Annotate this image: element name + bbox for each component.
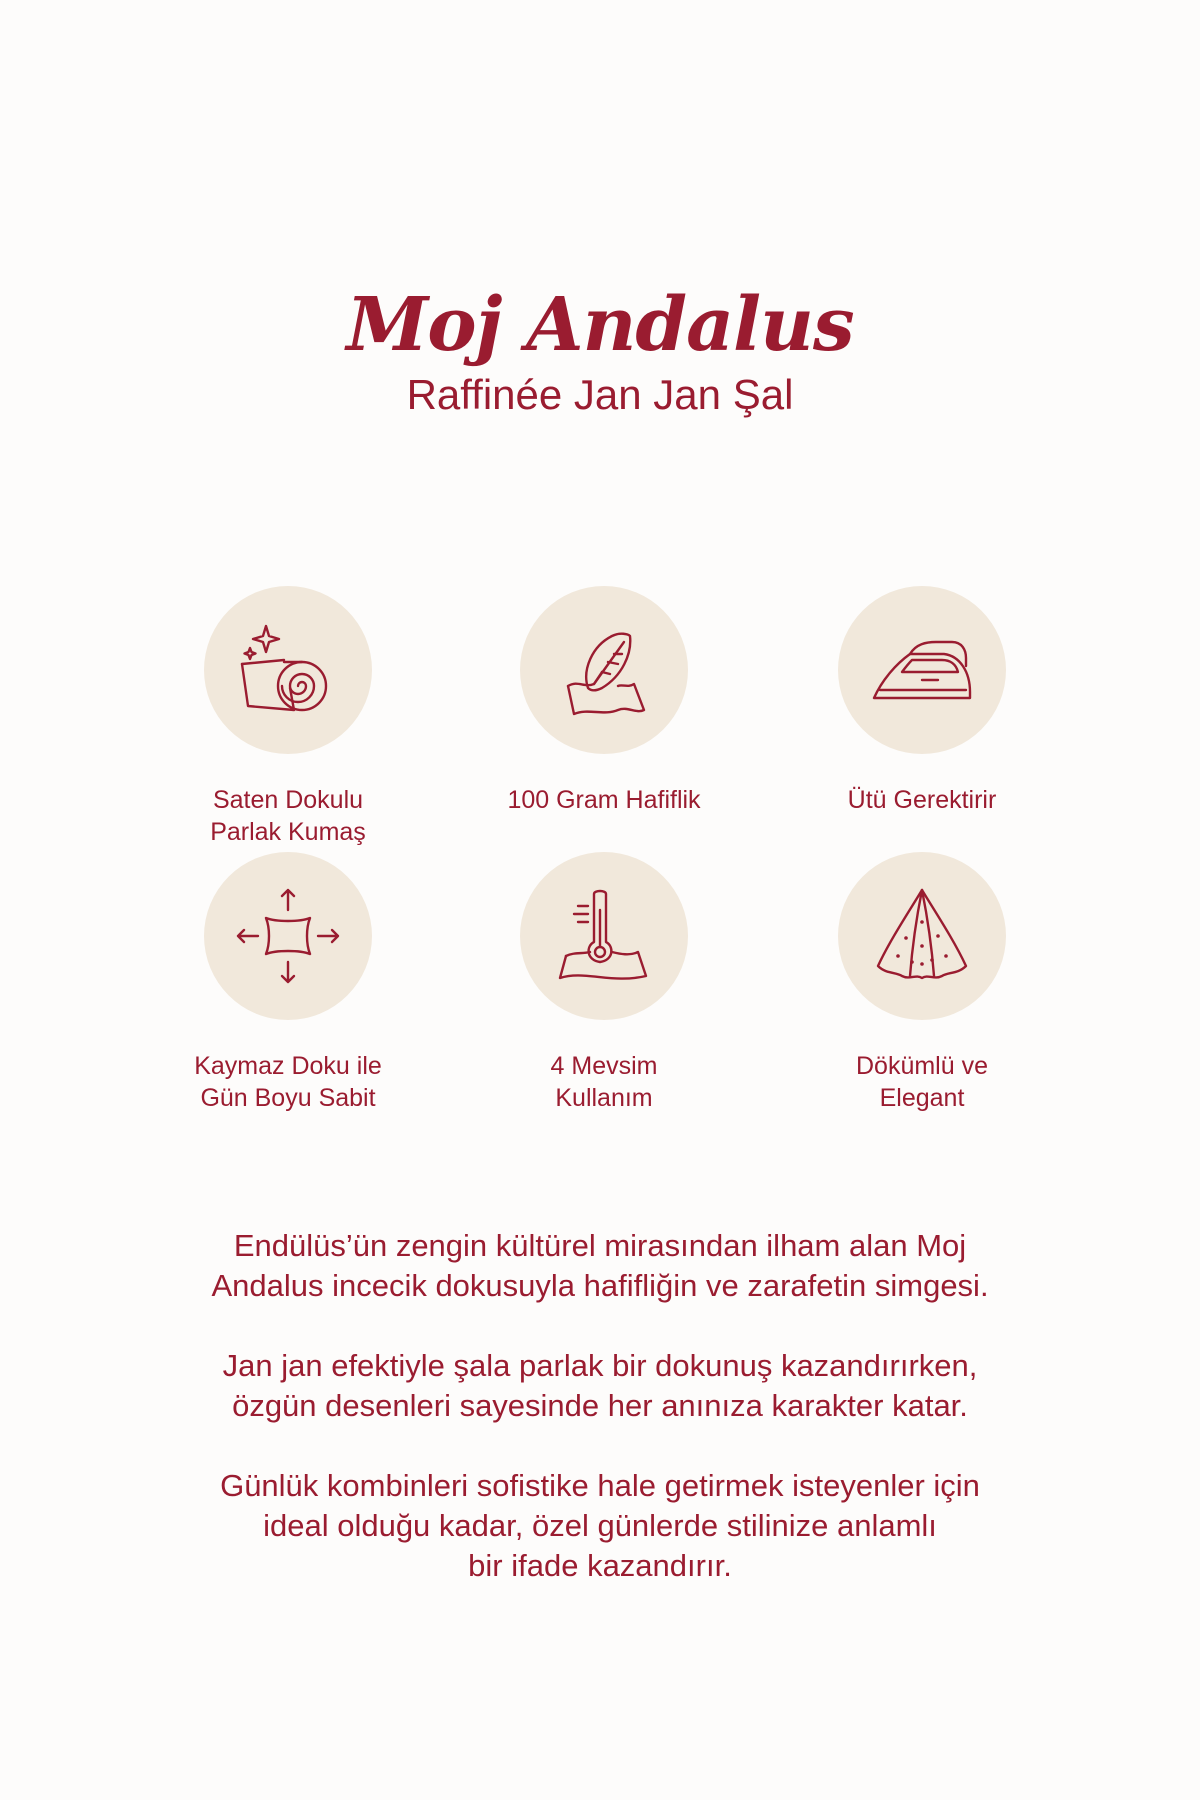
header [0, 282, 1200, 420]
feature-label: Kaymaz Doku ile Gün Boyu Sabit [194, 1052, 382, 1112]
feature-label: Dökümlü ve Elegant [856, 1052, 988, 1112]
product-description [0, 1226, 1200, 1626]
stretch-arrows-icon [232, 880, 344, 992]
page-title: Moj Andalus [346, 282, 854, 368]
feature-fabric-icon [548, 614, 660, 726]
feature-icon-circle [204, 586, 372, 754]
feature-drape [772, 852, 1072, 1114]
iron-icon [866, 614, 978, 726]
feature-satin [138, 586, 438, 848]
thermometer-fabric-icon [548, 880, 660, 992]
page-subtitle: Raffinée Jan Jan Şal [406, 371, 794, 418]
feature-icon-circle [838, 586, 1006, 754]
feature-iron [772, 586, 1072, 816]
rolled-fabric-sparkle-icon [232, 614, 344, 726]
feature-icon-circle [838, 852, 1006, 1020]
feature-label: 4 Mevsim Kullanım [550, 1052, 658, 1112]
feature-weight [454, 586, 754, 816]
feature-nonslip [138, 852, 438, 1114]
draped-fabric-icon [866, 880, 978, 992]
description-paragraph: Günlük kombinleri sofistike hale getirmek isteyenler için ideal olduğu kadar, özel günlerde stilinize anlamlı bir ifade kazandırır. [220, 1468, 980, 1583]
feature-icon-circle [520, 586, 688, 754]
feature-seasons [454, 852, 754, 1114]
feature-icon-circle [204, 852, 372, 1020]
feature-icon-circle [520, 852, 688, 1020]
feature-label: Saten Dokulu Parlak Kumaş [210, 786, 366, 846]
description-paragraph: Jan jan efektiyle şala parlak bir dokunuş kazandırırken, özgün desenleri sayesinde her anınıza karakter katar. [222, 1348, 978, 1423]
description-paragraph: Endülüs’ün zengin kültürel mirasından ilham alan Moj Andalus incecik dokusuyla hafifliğin ve zarafetin simgesi. [211, 1228, 989, 1303]
feature-label: 100 Gram Hafiflik [507, 786, 701, 814]
feature-label: Ütü Gerektirir [847, 786, 997, 814]
